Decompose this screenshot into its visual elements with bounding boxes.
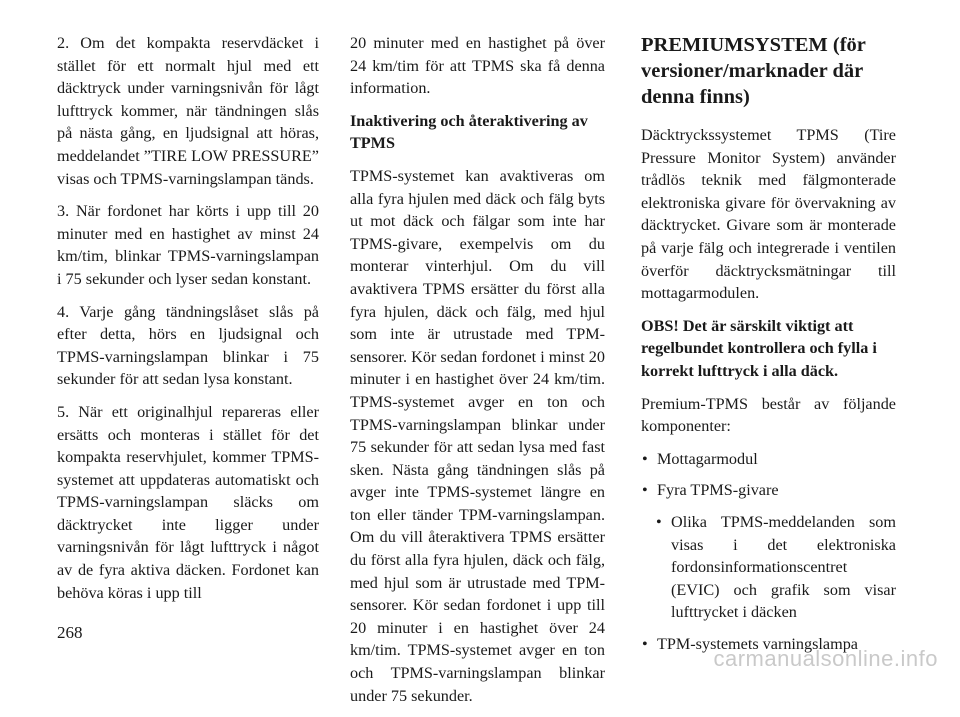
text-column-middle: [350, 32, 605, 717]
list-item-text: Olika TPMS-meddelanden som visas i det elektroniska fordonsinformationscentret (EVIC) och grafik som visar lufttrycket i däcken: [671, 512, 896, 622]
list-item: [641, 448, 896, 471]
list-item-text: TPM-systemets varningslampa: [657, 634, 858, 653]
paragraph-step-4: 4. Varje gång tändningslåset slås på efter detta, hörs en ljudsignal och TPMS-varningslampan blinkar i 75 sekunder för att sedan lysa konstant.: [57, 302, 319, 389]
text-column-left: [57, 32, 319, 614]
paragraph-step-5: 5. När ett originalhjul repareras eller ersätts och monteras i stället för det kompakta reservhjulet, kommer TPMS-systemet att uppdateras automatiskt och TPMS-varningslampan släcks om däcktrycket inte ligger under varningsnivån för lågt lufttryck i något av de fyra aktiva däcken. Fordonet kan behöva köras i upp till: [57, 402, 319, 602]
important-note: OBS! Det är särskilt viktigt att regelbundet kontrollera och fylla i korrekt lufttryck i alla däck.: [641, 316, 877, 380]
list-item: [641, 511, 896, 624]
section-heading-premium: PREMIUMSYSTEM (för versioner/marknader där denna finns): [641, 34, 866, 108]
list-item-text: Mottagarmodul: [657, 449, 758, 468]
paragraph-step-2: 2. Om det kompakta reservdäcket i stället för ett normalt hjul med ett däcktryck under varningsnivån för lågt lufttryck kommer, när tändningen slås på nästa gång, en ljudsignal att höras, meddelandet ”TIRE LOW PRESSURE” visas och TPMS-varningslampan tänds.: [57, 34, 319, 188]
bullet-icon: •: [642, 634, 648, 653]
list-item-text: Fyra TPMS-givare: [657, 481, 779, 500]
bullet-icon: •: [656, 512, 662, 531]
paragraph-continuation: 20 minuter med en hastighet på över 24 km/tim för att TPMS ska få denna information.: [350, 34, 605, 98]
page-number: 268: [57, 623, 83, 642]
paragraph-premium-intro: Däcktryckssystemet TPMS (Tire Pressure Monitor System) använder trådlös teknik med fälgmonterade elektroniska givare för övervakning av däcktrycket. Givare som är monterade på varje fälg och integrerade i ventilen överför däcktrycksmätningar till mottagarmodulen.: [641, 126, 896, 303]
text-column-right: [641, 32, 896, 664]
bullet-icon: •: [642, 481, 648, 500]
paragraph-components-intro: Premium-TPMS består av följande komponenter:: [641, 394, 896, 436]
bullet-icon: •: [642, 449, 648, 468]
paragraph-deactivation-body: TPMS-systemet kan avaktiveras om alla fyra hjulen med däck och fälg byts ut mot däck och fälgar som inte har TPMS-givare, exempelvis om du monterar vinterhjul. Om du vill avaktivera TPMS ersätter du först alla fyra hjulen, däck och fälg, med hjul som inte är utrustade med TPM-sensorer. Kör sedan fordonet i minst 20 minuter i en hastighet över 24 km/tim. TPMS-systemet avger en ton och TPMS-varningslampan blinkar under 75 sekunder för att sedan lysa med fast sken. Nästa gång tändningen slås på avger inte TPMS-systemet längre en ton eller tänder TPM-varningslampan. Om du vill återaktivera TPMS ersätter du först alla fyra hjulen, däck och fälg, med hjul som är utrustade med TPM-sensorer. Kör sedan fordonet i upp till 20 minuter i en hastighet över 24 km/tim. TPMS-systemet avger en ton och TPMS-varningslampan blinkar under 75 sekunder.: [350, 166, 605, 705]
site-watermark: carmanualsonline.info: [713, 646, 938, 671]
list-item: [641, 479, 896, 502]
subheading-deactivation: Inaktivering och återaktivering av TPMS: [350, 111, 588, 153]
components-list: [641, 448, 896, 656]
paragraph-step-3: 3. När fordonet har körts i upp till 20 minuter med en hastighet av minst 24 km/tim, blinkar TPMS-varningslampan i 75 sekunder och lyser sedan konstant.: [57, 202, 319, 288]
